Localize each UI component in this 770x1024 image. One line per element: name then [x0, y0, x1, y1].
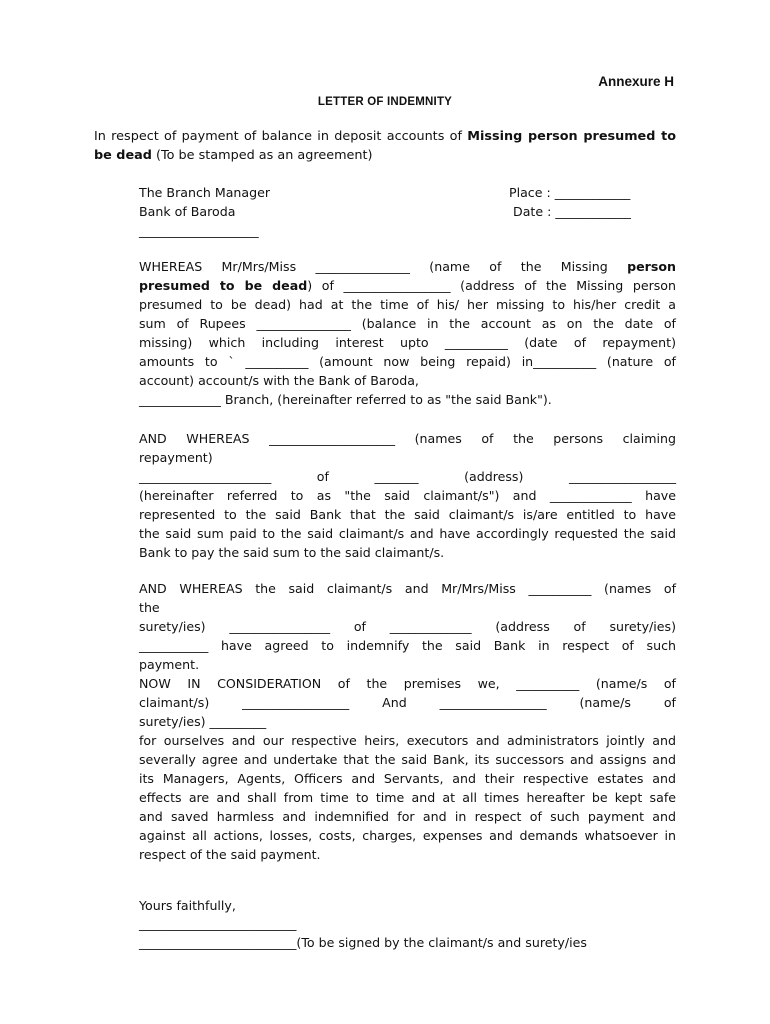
- intro-paragraph: [94, 127, 676, 165]
- para1-text-1a: WHEREAS Mr/Mrs/Miss _______________ (name of the Missing: [139, 259, 628, 274]
- para3-line-11: its Managers, Agents, Officers and Servants, and their respective estates and: [139, 771, 676, 786]
- addressee-line-2: Bank of Baroda: [139, 204, 236, 219]
- para1-text-2b: ) of _________________ (address of the Missing person: [307, 278, 676, 293]
- signature-block: [139, 914, 699, 952]
- para2-line-2: repayment): [139, 450, 213, 465]
- para3-line-9: for ourselves and our respective heirs, executors and administrators jointly and: [139, 733, 676, 748]
- para3-line-12: effects are and shall from time to time and at all times hereafter be kept safe: [139, 790, 676, 805]
- intro-line-1: [94, 127, 676, 146]
- addressee-block: [139, 183, 270, 240]
- para2-line-5: represented to the said Bank that the said claimant/s is/are entitled to have: [139, 507, 676, 522]
- para2-line-3: _____________________ of _______ (address) _________________: [139, 469, 676, 484]
- para3-line-7: claimant/s) _________________ And _________________ (name/s of: [139, 695, 676, 710]
- intro-text-2: (To be stamped as an agreement): [151, 148, 373, 163]
- closing-salutation: Yours faithfully,: [139, 898, 236, 913]
- para3-line-10: severally agree and undertake that the said Bank, its successors and assigns and: [139, 752, 676, 767]
- signature-line-2: _________________________(To be signed by the claimant/s and surety/ies: [139, 935, 587, 950]
- para2-line-6: the said sum paid to the said claimant/s and have accordingly requested the said: [139, 526, 676, 541]
- whereas-paragraph: [139, 257, 676, 409]
- place-field: Place : ____________: [509, 185, 631, 200]
- intro-text-1: In respect of payment of balance in deposit accounts of: [94, 129, 468, 144]
- para1-bold-2a: presumed to be dead: [139, 278, 308, 293]
- annexure-label: Annexure H: [598, 74, 674, 89]
- date-field: Date : ____________: [509, 204, 631, 219]
- para1-line-6: amounts to ` __________ (amount now being repaid) in__________ (nature of: [139, 354, 676, 369]
- para3-line-5: payment.: [139, 657, 200, 672]
- para3-line-2: the: [139, 600, 160, 615]
- para1-line-4: sum of Rupees _______________ (balance in the account as on the date of: [139, 316, 676, 331]
- para1-line-8: _____________ Branch, (hereinafter referred to as "the said Bank").: [139, 392, 552, 407]
- para2-line-7: Bank to pay the said sum to the said claimant/s.: [139, 545, 445, 560]
- intro-line-2: [94, 146, 676, 165]
- para1-bold-1b: person: [627, 259, 676, 274]
- addressee-line-3: ___________________: [139, 223, 259, 238]
- para1-line-5: missing) which including interest upto __________ (date of repayment): [139, 335, 676, 350]
- para3-line-6: NOW IN CONSIDERATION of the premises we, __________ (name/s of: [139, 676, 676, 691]
- para3-line-4: ___________ have agreed to indemnify the said Bank in respect of such: [139, 638, 676, 653]
- document-title: LETTER OF INDEMNITY: [317, 96, 453, 108]
- consideration-paragraph: [139, 579, 676, 864]
- para1-line-2: [139, 276, 676, 295]
- para1-line-1: [139, 257, 676, 276]
- para3-line-13: and saved harmless and indemnified for and in respect of such payment and: [139, 809, 676, 824]
- addressee-line-1: The Branch Manager: [139, 185, 271, 200]
- and-whereas-paragraph: [139, 429, 676, 562]
- para1-line-7: account) account/s with the Bank of Baroda,: [139, 373, 419, 388]
- para3-line-8: surety/ies) _________: [139, 714, 267, 729]
- signature-line-1: _________________________: [139, 916, 297, 931]
- para3-line-15: respect of the said payment.: [139, 847, 321, 862]
- para1-line-3: presumed to be dead) had at the time of his/ her missing to his/her credit a: [139, 297, 676, 312]
- para2-line-4: (hereinafter referred to as "the said claimant/s") and _____________ have: [139, 488, 676, 503]
- para2-line-1: AND WHEREAS ____________________ (names of the persons claiming: [139, 431, 676, 446]
- intro-bold-1: Missing person presumed to: [467, 129, 676, 144]
- intro-bold-2: be dead: [94, 148, 152, 163]
- para3-line-1: AND WHEREAS the said claimant/s and Mr/Mrs/Miss __________ (names of: [139, 581, 676, 596]
- para3-line-3: surety/ies) ________________ of _____________ (address of surety/ies): [139, 619, 676, 634]
- place-date-block: [509, 183, 631, 221]
- para3-line-14: against all actions, losses, costs, charges, expenses and demands whatsoever in: [139, 828, 676, 843]
